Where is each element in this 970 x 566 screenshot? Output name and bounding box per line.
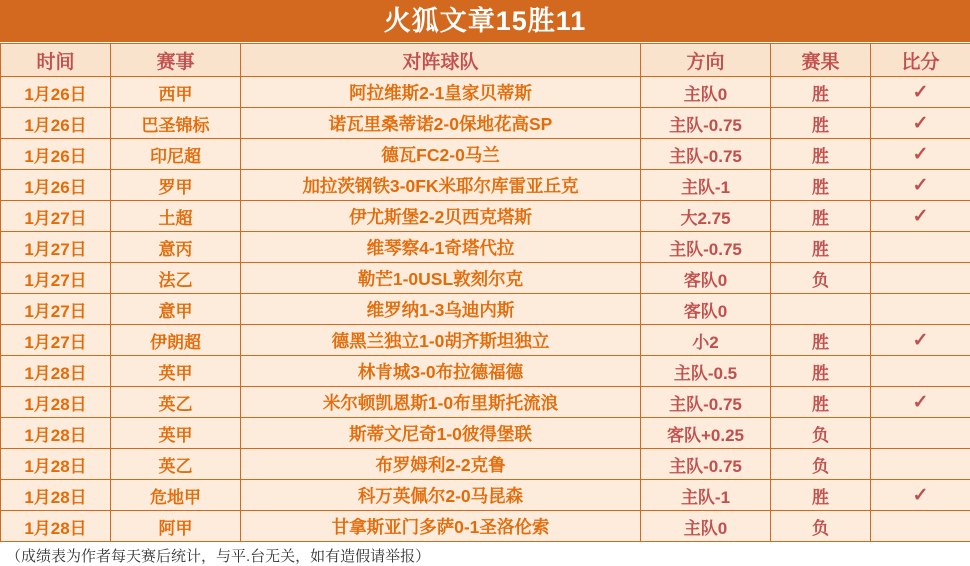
cell-league: 意丙	[111, 232, 241, 263]
cell-score	[871, 294, 970, 325]
cell-match: 林肯城3-0布拉德福德	[241, 356, 641, 387]
cell-result: 胜	[771, 139, 871, 170]
cell-match: 维琴察4-1奇塔代拉	[241, 232, 641, 263]
table-row	[1, 325, 970, 356]
cell-league: 英乙	[111, 387, 241, 418]
cell-match: 甘拿斯亚门多萨0-1圣洛伦索	[241, 511, 641, 542]
cell-score: ✓	[871, 108, 970, 139]
cell-result: 胜	[771, 170, 871, 201]
cell-league: 印尼超	[111, 139, 241, 170]
cell-result: 负	[771, 511, 871, 542]
cell-score	[871, 356, 970, 387]
cell-league: 罗甲	[111, 170, 241, 201]
cell-score: ✓	[871, 170, 970, 201]
cell-match: 德黑兰独立1-0胡齐斯坦独立	[241, 325, 641, 356]
cell-league: 土超	[111, 201, 241, 232]
cell-match: 加拉茨钢铁3-0FK米耶尔库雷亚丘克	[241, 170, 641, 201]
cell-match: 斯蒂文尼奇1-0彼得堡联	[241, 418, 641, 449]
cell-date: 1月27日	[1, 294, 111, 325]
cell-result: 负	[771, 449, 871, 480]
cell-result: 胜	[771, 201, 871, 232]
cell-score	[871, 263, 970, 294]
cell-direction: 主队-0.75	[641, 139, 771, 170]
cell-result: 胜	[771, 232, 871, 263]
table-header	[1, 44, 970, 77]
table-row	[1, 387, 970, 418]
cell-direction: 主队-0.75	[641, 449, 771, 480]
table-row	[1, 449, 970, 480]
cell-score	[871, 511, 970, 542]
cell-direction: 主队0	[641, 511, 771, 542]
cell-direction: 主队-1	[641, 480, 771, 511]
results-table	[0, 43, 970, 542]
cell-date: 1月27日	[1, 263, 111, 294]
cell-league: 法乙	[111, 263, 241, 294]
cell-date: 1月28日	[1, 511, 111, 542]
table-row	[1, 294, 970, 325]
cell-date: 1月27日	[1, 201, 111, 232]
cell-match: 勒芒1-0USL敦刻尔克	[241, 263, 641, 294]
cell-match: 布罗姆利2-2克鲁	[241, 449, 641, 480]
table-row	[1, 232, 970, 263]
cell-match: 阿拉维斯2-1皇家贝蒂斯	[241, 77, 641, 108]
column-header-match: 对阵球队	[241, 44, 641, 77]
table-header-row	[1, 44, 970, 77]
cell-league: 危地甲	[111, 480, 241, 511]
cell-match: 伊尤斯堡2-2贝西克塔斯	[241, 201, 641, 232]
cell-date: 1月28日	[1, 480, 111, 511]
cell-direction: 大2.75	[641, 201, 771, 232]
cell-league: 意甲	[111, 294, 241, 325]
cell-score: ✓	[871, 201, 970, 232]
cell-direction: 主队-0.75	[641, 232, 771, 263]
cell-score: ✓	[871, 325, 970, 356]
cell-league: 英甲	[111, 356, 241, 387]
column-header-league: 赛事	[111, 44, 241, 77]
cell-score	[871, 449, 970, 480]
cell-score: ✓	[871, 77, 970, 108]
cell-date: 1月27日	[1, 232, 111, 263]
cell-date: 1月26日	[1, 170, 111, 201]
cell-result: 胜	[771, 77, 871, 108]
cell-score: ✓	[871, 387, 970, 418]
column-header-result: 赛果	[771, 44, 871, 77]
footer-note: （成绩表为作者每天赛后统计，与平.台无关，如有造假请举报）	[0, 542, 970, 566]
cell-result: 负	[771, 418, 871, 449]
cell-direction: 主队-1	[641, 170, 771, 201]
table-row	[1, 201, 970, 232]
cell-result: 胜	[771, 387, 871, 418]
cell-date: 1月26日	[1, 108, 111, 139]
page-title: 火狐文章15胜11	[0, 0, 970, 43]
column-header-direction: 方向	[641, 44, 771, 77]
cell-result: 胜	[771, 108, 871, 139]
cell-league: 阿甲	[111, 511, 241, 542]
cell-score: ✓	[871, 480, 970, 511]
cell-result: 胜	[771, 480, 871, 511]
cell-date: 1月28日	[1, 449, 111, 480]
cell-match: 维罗纳1-3乌迪内斯	[241, 294, 641, 325]
column-header-time: 时间	[1, 44, 111, 77]
table-row	[1, 108, 970, 139]
cell-direction: 小2	[641, 325, 771, 356]
cell-match: 德瓦FC2-0马兰	[241, 139, 641, 170]
cell-result: 胜	[771, 356, 871, 387]
table-body	[1, 77, 970, 542]
table-row	[1, 139, 970, 170]
cell-result: 胜	[771, 325, 871, 356]
table-row	[1, 170, 970, 201]
cell-result: 负	[771, 263, 871, 294]
cell-league: 英乙	[111, 449, 241, 480]
cell-match: 诺瓦里桑蒂诺2-0保地花高SP	[241, 108, 641, 139]
cell-score	[871, 418, 970, 449]
cell-score	[871, 232, 970, 263]
cell-direction: 客队0	[641, 263, 771, 294]
cell-direction: 客队0	[641, 294, 771, 325]
cell-league: 英甲	[111, 418, 241, 449]
cell-date: 1月28日	[1, 356, 111, 387]
cell-league: 伊朗超	[111, 325, 241, 356]
table-row	[1, 418, 970, 449]
table-row	[1, 480, 970, 511]
cell-direction: 主队0	[641, 77, 771, 108]
cell-direction: 客队+0.25	[641, 418, 771, 449]
cell-date: 1月26日	[1, 77, 111, 108]
cell-date: 1月27日	[1, 325, 111, 356]
cell-date: 1月28日	[1, 387, 111, 418]
cell-direction: 主队-0.5	[641, 356, 771, 387]
table-row	[1, 356, 970, 387]
table-row	[1, 77, 970, 108]
cell-date: 1月26日	[1, 139, 111, 170]
cell-league: 西甲	[111, 77, 241, 108]
cell-match: 米尔顿凯恩斯1-0布里斯托流浪	[241, 387, 641, 418]
cell-result	[771, 294, 871, 325]
cell-match: 科万英佩尔2-0马昆森	[241, 480, 641, 511]
table-row	[1, 511, 970, 542]
cell-direction: 主队-0.75	[641, 387, 771, 418]
column-header-score: 比分	[871, 44, 970, 77]
cell-score: ✓	[871, 139, 970, 170]
cell-league: 巴圣锦标	[111, 108, 241, 139]
table-row	[1, 263, 970, 294]
cell-date: 1月28日	[1, 418, 111, 449]
cell-direction: 主队-0.75	[641, 108, 771, 139]
